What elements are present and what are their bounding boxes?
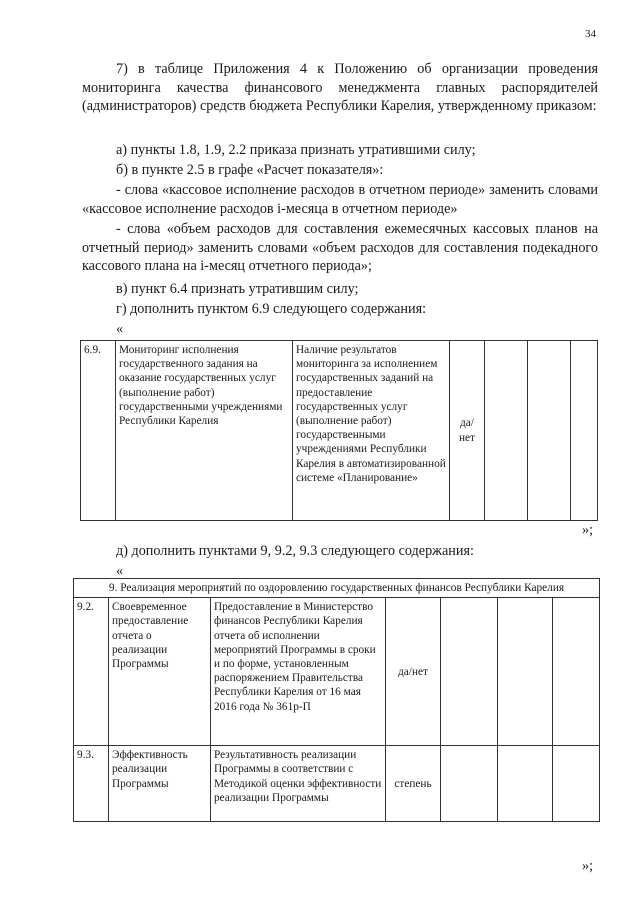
table-items-9	[73, 578, 600, 822]
quote-close-2: »;	[582, 858, 594, 874]
cell-empty	[441, 598, 498, 746]
cell-unit: да/нет	[386, 598, 441, 746]
cell-num: 6.9.	[81, 341, 116, 521]
page-number: 34	[585, 28, 596, 40]
item-g: г) дополнить пунктом 6.9 следующего содержания:	[116, 301, 427, 317]
item-b-2: - слова «объем расходов для составления ежемесячных кассовых планов на отчетный период» заменить словами «объем расходов для составления подекадного кассового плана на i-месяц отчетного периода»;	[82, 221, 598, 275]
item-b-1: - слова «кассовое исполнение расходов в отчетном периоде» заменить словами «кассовое исполнение расходов i-месяца в отчетном периоде»	[82, 182, 598, 217]
table-row	[74, 598, 600, 746]
table-item-6-9	[80, 340, 598, 521]
item-d: д) дополнить пунктами 9, 9.2, 9.3 следующего содержания:	[116, 543, 474, 559]
cell-unit: да/ нет	[450, 341, 485, 521]
item-a: а) пункты 1.8, 1.9, 2.2 приказа признать утратившими силу;	[116, 142, 476, 158]
cell-empty	[485, 341, 528, 521]
cell-num: 9.2.	[74, 598, 109, 746]
quote-open-2: «	[116, 563, 124, 579]
cell-unit: степень	[386, 746, 441, 822]
item-v: в) пункт 6.4 признать утратившим силу;	[116, 281, 359, 297]
paragraph-7: 7) в таблице Приложения 4 к Положению об организации проведения мониторинга качества финансового менеджмента главных распорядителей (администраторов) средств бюджета Республики Карелия, утвержденному приказом:	[82, 61, 598, 115]
cell-empty	[553, 746, 600, 822]
quote-open-1: «	[116, 321, 124, 337]
cell-empty	[553, 598, 600, 746]
cell-empty	[441, 746, 498, 822]
cell-name: Своевременное предоставление отчета о реализации Программы	[109, 598, 211, 746]
section-header: 9. Реализация мероприятий по оздоровлению государственных финансов Республики Карелия	[74, 579, 600, 598]
cell-name: Эффективность реализации Программы	[109, 746, 211, 822]
cell-name: Мониторинг исполнения государственного задания на оказание государственных услуг (выполнение работ) государственными учреждениями Республики Карелия	[116, 341, 293, 521]
quote-close-1: »;	[582, 522, 594, 538]
cell-calc: Результативность реализации Программы в соответствии с Методикой оценки эффективности реализации Программы	[211, 746, 386, 822]
cell-empty	[571, 341, 598, 521]
table-row	[74, 746, 600, 822]
cell-empty	[528, 341, 571, 521]
cell-num: 9.3.	[74, 746, 109, 822]
cell-empty	[498, 598, 553, 746]
item-b: б) в пункте 2.5 в графе «Расчет показателя»:	[116, 162, 384, 178]
cell-calc: Предоставление в Министерство финансов Республики Карелия отчета об исполнении мероприятий Программы в сроки и по форме, установленным распоряжением Правительства Республики Карелия от 16 мая 2016 года № 361р-П	[211, 598, 386, 746]
cell-empty	[498, 746, 553, 822]
cell-calc: Наличие результатов мониторинга за исполнением государственных заданий на предоставление государственных услуг (выполнение работ) государственными учреждениями Республики Карелия в автоматизированной системе «Планирование»	[293, 341, 450, 521]
